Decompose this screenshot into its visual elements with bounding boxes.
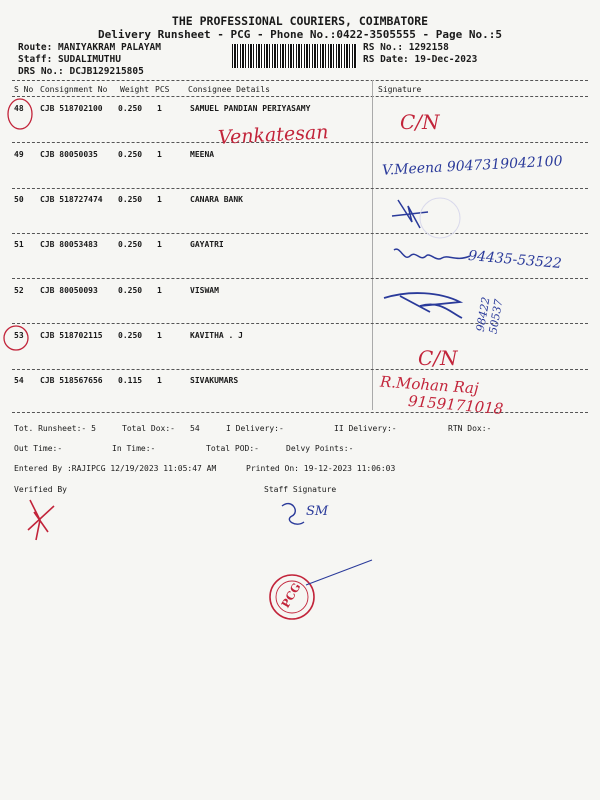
row-consignee: SIVAKUMARS [190,376,239,385]
row-weight: 0.115 [118,376,143,385]
handwritten-signature: V.Meena 9047319042100 [381,153,563,179]
col-header-pcs: PCS [155,85,170,94]
row-weight: 0.250 [118,286,143,295]
row-consignee: GAYATRI [190,240,224,249]
row-consignee: MEENA [190,150,215,159]
entered-by: Entered By :RAJIPCG 12/19/2023 11:05:47 AM [14,464,217,473]
out-time: Out Time:- [14,444,63,453]
handwritten-cn-mark: C/N [418,346,458,370]
row-pcs: 1 [157,240,162,249]
ii-delivery: II Delivery:- [334,424,397,433]
row-pcs: 1 [157,331,162,340]
pcg-stamp-text: PCG [278,580,304,611]
row-sno: 53 [14,331,24,340]
row-consignment: CJB 80050035 [40,150,98,159]
row-pcs: 1 [157,376,162,385]
handwritten-phone: 9159171018 [407,391,505,419]
rs-number: RS No.: 1292158 [363,42,449,53]
row-consignee: KAVITHA . J [190,331,243,340]
handwritten-phone: 94435-53522 [467,247,563,273]
faint-stamp-ring [420,198,460,238]
row-sno: 49 [14,150,24,159]
delvy-points: Delvy Points:- [286,444,354,453]
route-label: Route: MANIYAKRAM PALAYAM [18,42,161,53]
row-consignment: CJB 518567656 [40,376,103,385]
staff-signature-scribble [282,504,304,525]
total-pod: Total POD:- [206,444,259,453]
drs-number: DRS No.: DCJB129215805 [18,66,144,77]
stamp-pen-stroke [306,560,372,585]
row-sno: 51 [14,240,24,249]
verifier-signature [28,500,54,540]
i-delivery: I Delivery:- [226,424,284,433]
company-title: THE PROFESSIONAL COURIERS, COIMBATORE [171,14,429,28]
row-weight: 0.250 [118,104,143,113]
printed-on: Printed On: 19-12-2023 11:06:03 [246,464,396,473]
col-header-signature: Signature [378,85,422,94]
row-consignee: VISWAM [190,286,219,295]
verified-by-label: Verified By [14,485,67,494]
row-consignee: SAMUEL PANDIAN PERIYASAMY [190,104,311,113]
row-sno: 52 [14,286,24,295]
tot-runsheet: Tot. Runsheet:- 5 [14,424,96,433]
circle-mark [8,99,32,129]
col-header-weight: Weight [120,85,149,94]
row-sno: 48 [14,104,24,113]
total-dox-value: 54 [190,424,200,433]
row-pcs: 1 [157,195,162,204]
row-pcs: 1 [157,104,162,113]
handwritten-name: R.Mohan Raj [379,372,480,398]
row-weight: 0.250 [118,150,143,159]
runsheet-subtitle: Delivery Runsheet - PCG - Phone No.:0422-3505555 - Page No.:5 [98,28,502,41]
row-consignment: CJB 80053483 [40,240,98,249]
row-pcs: 1 [157,286,162,295]
handwritten-name: Venkatesan [217,121,329,149]
row-consignment: CJB 518702115 [40,331,103,340]
signature-scribble [392,200,428,228]
row-weight: 0.250 [118,331,143,340]
row-weight: 0.250 [118,240,143,249]
total-dox-label: Total Dox:- [122,424,175,433]
row-consignment: CJB 518727474 [40,195,103,204]
row-consignment: CJB 518702100 [40,104,103,113]
row-sno: 54 [14,376,24,385]
row-sno: 50 [14,195,24,204]
row-consignment: CJB 80050093 [40,286,98,295]
col-header-sno: S No [14,85,34,94]
staff-label: Staff: SUDALIMUTHU [18,54,121,65]
staff-initials: SM [306,504,329,519]
circle-mark [4,326,28,350]
row-weight: 0.250 [118,195,143,204]
in-time: In Time:- [112,444,156,453]
handwritten-cn-mark: C/N [400,110,440,134]
col-header-consignment: Consignment No [40,85,108,94]
staff-signature-label: Staff Signature [264,485,337,494]
signature-scribble [384,293,462,318]
signature-scribble [394,249,470,259]
row-consignee: CANARA BANK [190,195,243,204]
col-header-consignee: Consignee Details [188,85,270,94]
rs-date: RS Date: 19-Dec-2023 [363,54,478,65]
row-pcs: 1 [157,150,162,159]
rtn-dox: RTN Dox:- [448,424,492,433]
handwritten-phone: 98422 50537 [473,295,506,335]
